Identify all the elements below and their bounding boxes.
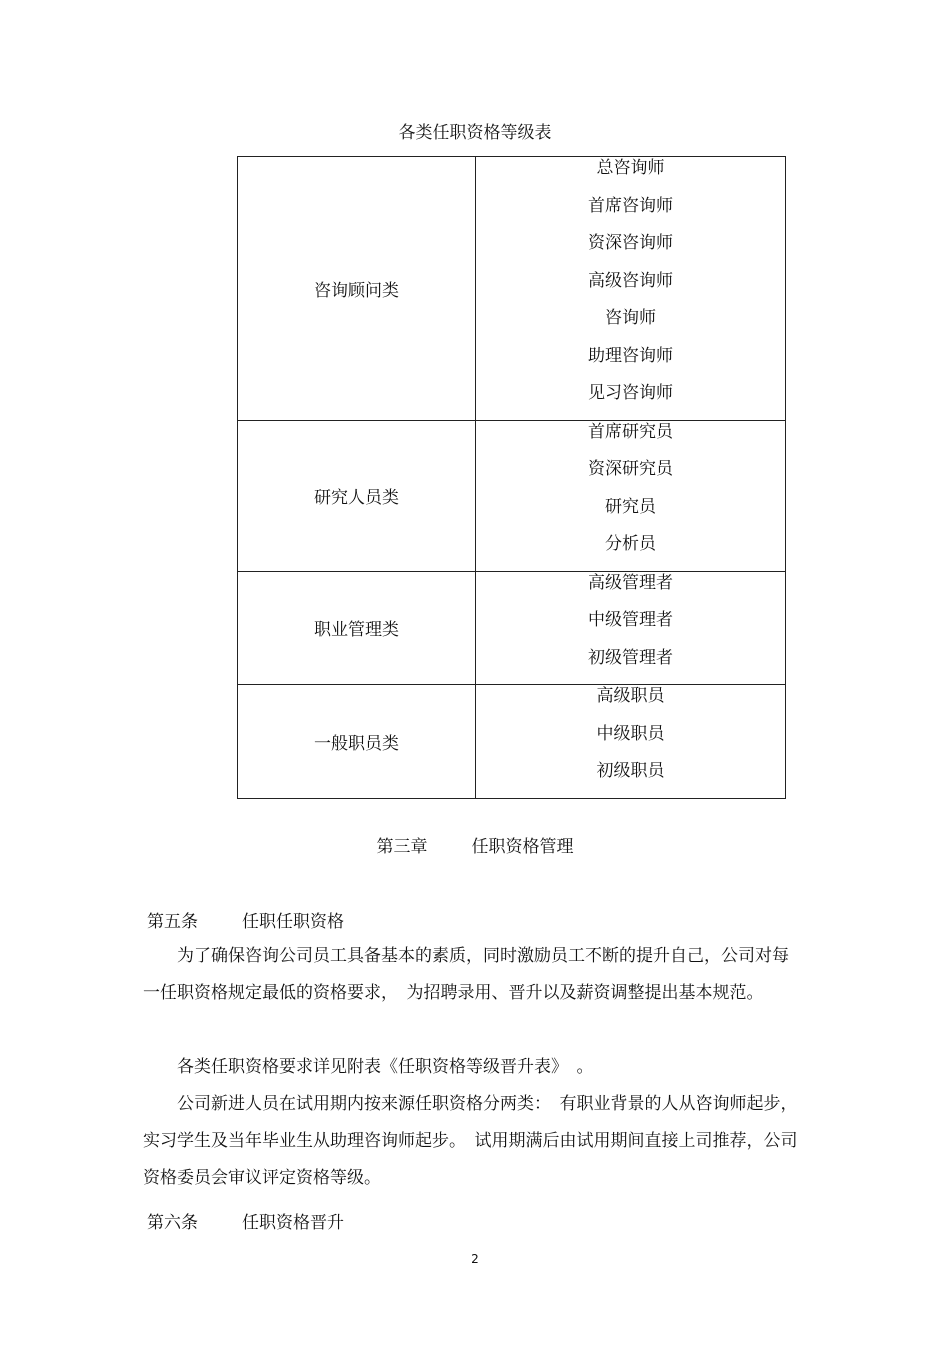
table-title: 各类任职资格等级表 [398, 123, 552, 143]
levels-cell [476, 571, 786, 685]
paragraph-1: 为了确保咨询公司员工具备基本的素质，同时激励员工不断的提升自己，公司对每一任职资格规定最低的资格要求， 为招聘录用、晋升以及薪资调整提出基本规范。 [143, 946, 789, 1003]
article-5-name: 任职任职资格 [242, 912, 344, 932]
category-cell: 咨询顾问类 [238, 157, 476, 421]
table-row [238, 420, 786, 571]
level-item: 咨询师 [605, 308, 656, 328]
level-item: 高级咨询师 [588, 270, 673, 291]
level-item: 中级管理者 [588, 610, 673, 630]
level-item: 首席研究员 [588, 421, 673, 442]
article-6-number: 第六条 [147, 1213, 198, 1233]
table-row [238, 571, 786, 685]
category-cell: 职业管理类 [238, 571, 476, 685]
level-item: 见习咨询师 [588, 383, 673, 403]
level-item: 高级管理者 [588, 572, 673, 593]
category-cell: 研究人员类 [238, 420, 476, 571]
levels-cell [476, 157, 786, 421]
level-item: 初级管理者 [588, 647, 673, 668]
level-item: 高级职员 [596, 686, 665, 706]
level-item: 分析员 [605, 534, 656, 554]
level-item: 中级职员 [596, 723, 665, 744]
article-6-heading [147, 1208, 344, 1233]
article-6-name: 任职资格晋升 [242, 1213, 344, 1233]
table-row [238, 685, 786, 799]
level-item: 助理咨询师 [588, 345, 673, 366]
chapter-heading [0, 832, 950, 857]
level-item: 总咨询师 [596, 158, 665, 178]
table-row [238, 157, 786, 421]
level-item: 资深咨询师 [588, 233, 673, 253]
level-item: 资深研究员 [588, 459, 673, 479]
page-number: 2 [471, 1252, 479, 1266]
level-item: 首席咨询师 [588, 195, 673, 216]
article-5-number: 第五条 [147, 912, 198, 932]
level-item: 研究员 [605, 496, 656, 517]
chapter-name: 任职资格管理 [471, 837, 574, 857]
levels-cell [476, 420, 786, 571]
levels-cell [476, 685, 786, 799]
article-5-heading [147, 907, 344, 932]
paragraph-3: 公司新进人员在试用期内按来源任职资格分两类： 有职业背景的人从咨询师起步，实习学生及当年毕业生从助理咨询师起步。 试用期满后由试用期间直接上司推荐，公司资格委员会审议评定资格等级。 [143, 1094, 798, 1188]
paragraph-2: 各类任职资格要求详见附表《任职资格等级晋升表》 。 [177, 1057, 594, 1077]
level-item: 初级职员 [596, 761, 665, 781]
category-cell: 一般职员类 [238, 685, 476, 799]
chapter-number: 第三章 [376, 837, 428, 857]
grade-table [237, 156, 786, 799]
